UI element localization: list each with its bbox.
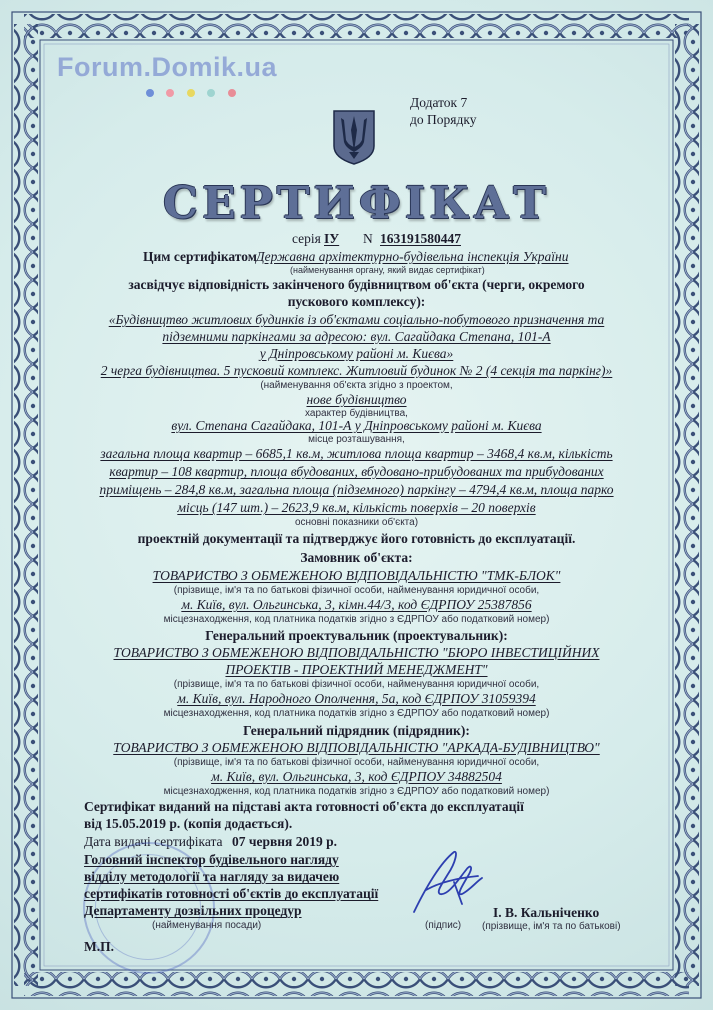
watermark-dot — [207, 89, 215, 97]
contractor-address-note: місцезнаходження, код платника податків згідно з ЄДРПОУ або податковий номер) — [163, 786, 550, 797]
object-line-1: «Будівництво житлових будинків із об'єктами соціально-побутового призначення та — [108, 312, 605, 327]
watermark-dot — [166, 89, 174, 97]
location-value: вул. Степана Сагайдака, 101-А у Дніпровському районі м. Києва — [171, 418, 542, 433]
watermark-dot — [146, 89, 154, 97]
object-line-3: у Дніпровському районі м. Києва» — [259, 346, 454, 361]
customer-address-note: місцезнаходження, код платника податків згідно з ЄДРПОУ або податковий номер) — [163, 614, 550, 625]
issue-date-label: Дата видачі сертифіката — [84, 834, 223, 849]
designer-address: м. Київ, вул. Народного Ополчення, 5а, код ЄДРПОУ 31059394 — [177, 691, 536, 706]
position-line-1: Головний інспектор будівельного нагляду — [84, 852, 339, 867]
conformity-statement: проектній документації та підтверджує його готовність до експлуатації. — [137, 531, 576, 546]
contractor-name: ТОВАРИСТВО З ОБМЕЖЕНОЮ ВІДПОВІДАЛЬНІСТЮ "АРКАДА-БУДІВНИЦТВО" — [113, 740, 600, 755]
indicators-note: основні показники об'єкта) — [294, 517, 419, 528]
trident-emblem-icon — [331, 108, 377, 166]
construction-type: нове будівництво — [306, 392, 407, 407]
indicators-line-1: загальна площа квартир – 6685,1 кв.м, житлова площа квартир – 3468,4 кв.м, кількість — [100, 446, 613, 461]
watermark-dot — [228, 89, 236, 97]
watermark-text: Forum.Domik.ua — [57, 52, 278, 82]
basis-line-2: від 15.05.2019 р. (копія додається). — [84, 816, 293, 831]
object-line-2: підземними паркінгами за адресою: вул. Сагайдака Степана, 101-А — [162, 329, 551, 344]
signature-note: (підпис) — [425, 920, 462, 931]
issuer-name: Державна архітектурно-будівельна інспекція України — [256, 249, 569, 264]
series-label: серія — [292, 231, 321, 246]
customer-name: ТОВАРИСТВО З ОБМЕЖЕНОЮ ВІДПОВІДАЛЬНІСТЮ "ТМК-БЛОК" — [152, 568, 561, 583]
handwritten-signature — [396, 842, 496, 922]
designer-name-line-1: ТОВАРИСТВО З ОБМЕЖЕНОЮ ВІДПОВІДАЛЬНІСТЮ "БЮРО ІНВЕСТИЦІЙНИХ — [113, 645, 600, 660]
basis-line-1: Сертифікат виданий на підставі акта готовності об'єкта до експлуатації — [84, 799, 524, 814]
document-title: СЕРТИФІКАТ — [163, 178, 550, 229]
certificate-number: 163191580447 — [380, 231, 461, 246]
position-line-4: Департаменту дозвільних процедур — [84, 903, 302, 918]
object-note: (найменування об'єкта згідно з проектом, — [260, 380, 453, 391]
indicators-line-4: місць (147 шт.) – 2623,9 кв.м, кількість поверхів – 20 поверхів — [177, 500, 536, 515]
annex-number: Додаток 7 — [410, 95, 468, 110]
designer-name-note: (прізвище, ім'я та по батькові фізичної особи, найменування юридичної особи, — [173, 679, 540, 690]
position-line-3: сертифікатів готовності об'єктів до експлуатації — [84, 886, 379, 901]
annex-reference: до Порядку — [410, 112, 477, 127]
watermark-dot — [187, 89, 195, 97]
indicators-line-3: приміщень – 284,8 кв.м, загальна площа (підземного) паркінгу – 4794,4 кв.м, площа парко — [99, 482, 614, 497]
series-value: ІУ — [324, 231, 340, 246]
issuer-lead: Цим сертифікатом — [143, 249, 257, 264]
construction-type-note: характер будівництва, — [305, 408, 408, 419]
designer-address-note: місцезнаходження, код платника податків згідно з ЄДРПОУ або податковий номер) — [163, 708, 550, 719]
position-note: (найменування посади) — [152, 920, 262, 931]
contractor-name-note: (прізвище, ім'я та по батькові фізичної особи, найменування юридичної особи, — [173, 757, 540, 768]
certifies-line-2: пускового комплексу): — [287, 294, 426, 309]
indicators-line-2: квартир – 108 квартир, площа вбудованих, вбудовано-прибудованих та прибудованих — [109, 464, 604, 479]
signatory-name: І. В. Кальніченко — [493, 905, 600, 920]
contractor-heading: Генеральний підрядник (підрядник): — [243, 723, 470, 738]
location-note: місце розташування, — [308, 434, 405, 445]
issuer-note: (найменування органу, який видає сертифікат) — [290, 265, 485, 275]
designer-name-line-2: ПРОЕКТІВ - ПРОЕКТНИЙ МЕНЕДЖМЕНТ" — [225, 662, 488, 677]
customer-name-note: (прізвище, ім'я та по батькові фізичної особи, найменування юридичної особи, — [173, 585, 540, 596]
customer-heading: Замовник об'єкта: — [300, 550, 413, 565]
contractor-address: м. Київ, вул. Ольгинська, 3, код ЄДРПОУ 34882504 — [211, 769, 502, 784]
number-label: N — [363, 231, 373, 246]
position-line-2: відділу методології та нагляду за видачею — [84, 869, 340, 884]
seal-label: М.П. — [84, 939, 114, 954]
designer-heading: Генеральний проектувальник (проектувальник): — [205, 628, 508, 643]
customer-address: м. Київ, вул. Ольгинська, 3, кімн.44/3, код ЄДРПОУ 25387856 — [181, 597, 532, 612]
issue-date-value: 07 червня 2019 р. — [232, 834, 337, 849]
signatory-name-note: (прізвище, ім'я та по батькові) — [482, 921, 621, 932]
object-line-4: 2 черга будівництва. 5 пусковий комплекс. Житловий будинок № 2 (4 секція та паркінг)» — [100, 363, 613, 378]
certifies-line-1: засвідчує відповідність закінченого будівництвом об'єкта (черги, окремого — [128, 277, 585, 292]
